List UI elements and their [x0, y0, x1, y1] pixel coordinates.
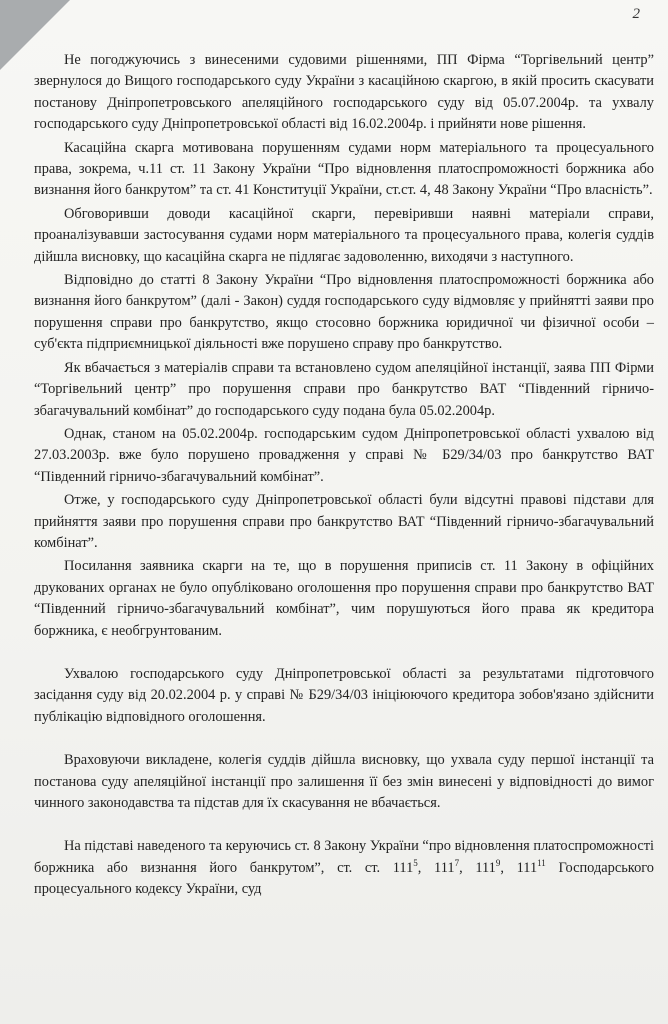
- article-superscript-3: 9: [495, 858, 501, 869]
- paragraph-article-8: Відповідно до статті 8 Закону України “Про відновлення платоспроможності боржника або визнання його банкрутом” (далі - Закон) суддя господарського суду відмовляє у прийнятті заяви про порушення справи про банкрутство, якщо стосовно боржника юридичної чи фізичної особи – суб'єкта підприємницької діяльності вже порушено справу про банкрутство.: [34, 272, 654, 353]
- article-superscript-4: 11: [537, 858, 546, 869]
- page-number: 2: [632, 6, 640, 22]
- paragraph-publication-claim: Посилання заявника скарги на те, що в порушення приписів ст. 11 Закону в офіційних друкованих органах не було опубліковано оголошення про порушення справи про банкрутство ВАТ “Південний гірничо-збагачувальний комбінат”, чим порушуються його права як кредитора боржника, є необгрунтованим.: [34, 558, 654, 639]
- paragraph-preparatory-hearing: Ухвалою господарського суду Дніпропетровської області за результатами підготовчого засідання суду від 20.02.2004 р. у справі № Б29/34/03 ініціюючого кредитора зобов'язано здійснити публікацію відповідного оголошення.: [34, 665, 654, 725]
- operative-text-start: На підставі наведеного та керуючись ст. 8 Закону України “про відновлення платоспроможності боржника або визнання його банкрутом”, ст. ст. 111: [34, 838, 654, 876]
- paragraph-cassation-appeal: Не погоджуючись з винесеними судовими рішеннями, ПП Фірма “Торгівельний центр” звернулося до Вищого господарського суду України з касаційною скаргою, в якій просить скасувати постанову Дніпропетровського апеляційного господарського суду від 05.07.2004р. та ухвалу господарського суду Дніпропетровської області від 16.02.2004р. і прийняти нове рішення.: [34, 52, 654, 133]
- paragraph-panel-conclusion: Обговоривши доводи касаційної скарги, перевіривши наявні матеріали справи, проаналізувавши застосування судами норм матеріального та процесуального права, колегія суддів дійшла висновку, що касаційна скарга не підлягає задоволенню, виходячи з наступного.: [34, 205, 654, 265]
- paragraph-already-initiated: Однак, станом на 05.02.2004р. господарським судом Дніпропетровської області ухвалою від 27.03.2003р. вже було порушено провадження у справі № Б29/34/03 про банкрутство ВАТ “Південний гірничо-збагачувальний комбінат”.: [34, 425, 654, 485]
- article-separator-2: , 111: [459, 859, 496, 876]
- article-superscript-2: 7: [454, 858, 460, 869]
- paragraph-appeal-grounds: Касаційна скарга мотивована порушенням судами норм матеріального та процесуального права, зокрема, ч.11 ст. 11 Закону України “Про відновлення платоспроможності боржника або визнання його банкрутом” та ст. 41 Конституції України, ст.ст. 4, 48 Закону України “Про власність”.: [34, 139, 654, 199]
- article-superscript-1: 5: [413, 858, 418, 869]
- document-body: [34, 50, 654, 903]
- paragraph-no-legal-grounds: Отже, у господарського суду Дніпропетровської області були відсутні правові підстави для прийняття заяви про порушення справи про банкрутство ВАТ “Південний гірничо-збагачувальний комбінат”.: [34, 492, 654, 551]
- operative-text-end: Господарського процесуального кодексу України, суд: [34, 859, 654, 898]
- article-separator-3: , 111: [500, 859, 538, 876]
- paragraph-operative-basis: [34, 836, 654, 900]
- article-separator-1: , 111: [417, 859, 455, 876]
- paragraph-case-materials: Як вбачається з матеріалів справи та встановлено судом апеляційної інстанції, заява ПП Фірми “Торгівельний центр” про порушення справи про банкрутство ВАТ “Південний гірничо-збагачувальний комбінат” до господарського суду подана була 05.02.2004р.: [34, 359, 654, 419]
- paragraph-final-conclusion: Враховуючи викладене, колегія суддів дійшла висновку, що ухвала суду першої інстанції та постанова суду апеляційної інстанції про залишення її без змін винесені у відповідності до вимог чинного законодавства та підстав для їх скасування не вбачається.: [34, 752, 654, 811]
